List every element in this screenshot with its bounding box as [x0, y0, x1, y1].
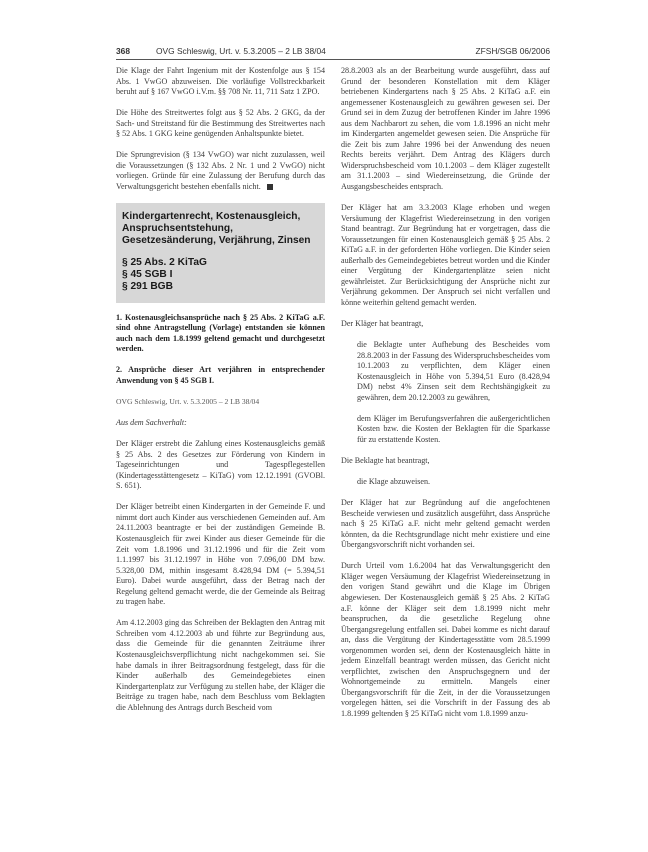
headnote: 2. Ansprüche dieser Art verjähren in entsprechender Anwendung von § 45 SGB I. — [116, 365, 325, 385]
left-column — [116, 66, 325, 724]
paragraph: Am 4.12.2003 ging das Schreiben der Beklagten den Antrag mit Schreiben vom 4.12.2003 ab und führte zur Begründung aus, dass die Gemeinde für die genannten Zeiträume ihrer Kostenausgleichsverpflichtung nicht nachgekommen sei. Sie habe damals in ihrer Beitragsordnung festgelegt, dass für die Kinder außerhalb des Gemeindegebietes einen Kindergartenplatz zur Verfügung zu stellen habe, der Kläger die Beiträge zu tragen habe, nach dem Beschluss vom Beklagten die Ablehnung des Antrags durch Bescheid vom — [116, 618, 325, 712]
end-mark-icon — [267, 184, 273, 190]
paragraph: Der Kläger betreibt einen Kindergarten in der Gemeinde F. und nimmt dort auch Kinder aus verschiedenen Gemeinden auf. Am 24.11.2003 beantragte er bei der zuständigen Gemeinde B. Kostenausgleich für zwei Kinder aus dieser Gemeinde für die Zeit vom 1.8.1996 und 31.12.1996 und für die Zeit vom 1.1.1997 bis 31.12.1997 in Höhe von 7.096,00 DM bzw. 5.328,00 DM, mithin insgesamt 8.428,94 DM (= 5.394,51 Euro). Dabei wurde ausgeführt, dass der Betrag nach der Regelung geltend gemacht werde, die der Gemeinde als Beitrag zu tragen habe. — [116, 502, 325, 607]
header-rule — [116, 59, 550, 60]
page-number: 368 — [116, 46, 130, 56]
norm-reference: § 45 SGB I — [122, 269, 173, 281]
paragraph: Der Kläger hat am 3.3.2003 Klage erhoben und wegen Versäumung der Klagefrist Wiedereinsetzung in den vorigen Stand beantragt. Zur Begründung hat er vorgetragen, dass die Voraussetzungen für einen Kostenausgleich gemäß § 25 Abs. 2 KiTaG a.F. in der geforderten Höhe vorliegen. Die Kinder seien außerhalb des Gemeindegebietes betreut worden und die Kinder einer Vergütung der Kindergartenplätze seien nicht gewährleistet. Zur Berücksichtigung der Ansprüche nicht zur Verjährung gekommen. Der Anspruch sei nicht verfallen und könne weiterhin geltend gemacht werden. — [341, 203, 550, 307]
paragraph: Die Beklagte hat beantragt, — [341, 456, 430, 465]
facts-heading: Aus dem Sachverhalt: — [116, 418, 187, 428]
paragraph: Die Höhe des Streitwertes folgt aus § 52 Abs. 2 GKG, da der Sach- und Streitstand für die Bestimmung des Streitwertes nach § 52 Abs. 1 GKG keine genügenden Anhaltspunkte bietet. — [116, 108, 325, 139]
paragraph-text: Die Sprungrevision (§ 134 VwGO) war nicht zuzulassen, weil die Voraussetzungen (§ 132 Abs. 2 Nr. 1 und 2 VwGO) nicht vorliegen. Gründe für eine Zulassung der Berufung durch das Verwaltungsgericht bestehen ebenfalls nicht. — [116, 150, 325, 191]
paragraph: 28.8.2003 als an der Bearbeitung wurde ausgeführt, dass auf Grund der besonderen Konstellation mit dem Kläger betriebenen Kindergartens nach § 25 Abs. 2 KiTaG a.F. ein angemessener Kostenausgleich zu gewähren gewesen sei. Der Grund sei in dem Zuzug der betroffenen Kinder im Jahre 1996 aus dem Nachbarort zu sehen, die vom 1.8.1996 an nicht mehr im Kindergarten angemeldet gewesen seien. Die Ansprüche für die Zeit bis zum Jahre 1996 bei der Anwendung des neuen Rechts bereits verjährt. Dem Antrag des Klägers durch Widerspruchsbescheid vom 10.1.2003 – dem Kläger zugestellt am 31.1.2003 – sind Wiedereinsetzung, die Gründe der Ausgangsbescheides entsprach. — [341, 66, 550, 192]
paragraph: Der Kläger hat beantragt, — [341, 319, 424, 329]
running-title: OVG Schleswig, Urt. v. 5.3.2005 – 2 LB 38/04 — [156, 46, 326, 56]
motion-text: die Beklagte unter Aufhebung des Bescheides vom 28.8.2003 in der Fassung des Widerspruchsbescheides vom 10.1.2003 zu verpflichten, dem Kläger einen Kostenausgleich in Höhe von 5.394,51 Euro (8.428,94 DM) nebst 4% Zinsen seit dem Rechtshängigkeit zu gewähren, dem 20.12.2003 zu gewähren, — [357, 340, 550, 402]
right-column — [341, 66, 550, 730]
headnote: 1. Kostenausgleichsansprüche nach § 25 Abs. 2 KiTaG a.F. sind ohne Antragstellung (Vorlage) entstanden sie können auch nach dem 1.8.1999 geltend gemacht und durchgesetzt werden. — [116, 312, 325, 354]
page-header — [116, 46, 550, 60]
paragraph: Der Kläger hat zur Begründung auf die angefochtenen Bescheide verwiesen und zusätzlich ausgeführt, dass Ansprüche nach § 25 KiTaG a.F. nicht mehr geltend gemacht werden könnten, da die Rechtsgrundlage nicht mehr existiere und eine Übergangsvorschrift nicht vorhanden sei. — [341, 498, 550, 550]
keyword-box — [116, 203, 325, 303]
norm-reference: § 291 BGB — [122, 280, 173, 292]
paragraph: Der Kläger erstrebt die Zahlung eines Kostenausgleichs gemäß § 25 Abs. 2 des Gesetzes zur Förderung von Kindern in Tageseinrichtungen und Tagespflegestellen (Kindertagesstättengesetz – KiTaG) vom 12.12.1991 (GVOBl. S. 651). — [116, 439, 325, 491]
paragraph: Durch Urteil vom 1.6.2004 hat das Verwaltungsgericht den Kläger wegen Versäumung der Klagefrist Wiedereinsetzung in den vorigen Stand gewährt und die Klage im Übrigen abgewiesen. Der Kostenausgleich gemäß § 25 Abs. 2 KiTaG a.F. könne der Kläger seit dem 1.8.1999 nicht mehr beanspruchen, da die gesetzliche Regelung ohne Übergangsregelung entfallen sei. Dabei komme es nicht darauf an, dass die Vergütung der Kindertagesstätte vom 28.5.1999 vorgenommen worden sei, denn der Kostenausgleich hätte in jedem Einzelfall beantragt werden müssen, das Gericht nicht verpflichtet, zwischen den Anspruchsgegnern und der Wohnortgemeinde zu ermitteln. Mangels einer Übergangsvorschrift für die Zeit, in der die Voraussetzungen vorgelegen hätten, sei die Vorschrift in der Fassung des ab 1.8.1999 geltenden § 25 KiTaG nicht vom 1.8.1999 anzu- — [341, 561, 550, 718]
paragraph: Die Klage der Fahrt Ingenium mit der Kostenfolge aus § 154 Abs. 1 VwGO abzuweisen. Die vorläufige Vollstreckbarkeit beruht auf § 167 VwGO i.V.m. §§ 708 Nr. 11, 711 Satz 1 ZPO. — [116, 66, 325, 97]
journal-issue: ZFSH/SGB 06/2006 — [475, 46, 550, 56]
motion-text: die Klage abzuweisen. — [357, 477, 431, 487]
motion-text: dem Kläger im Berufungsverfahren die außergerichtlichen Kosten bzw. die Kosten der Beklagten für die Sparkasse für zu erstattende Kosten. — [357, 413, 550, 444]
norm-reference: § 25 Abs. 2 KiTaG — [122, 257, 207, 269]
paragraph — [116, 150, 325, 192]
citation: OVG Schleswig, Urt. v. 5.3.2005 – 2 LB 38/04 — [116, 397, 260, 407]
keyword-title: Kindergartenrecht, Kostenausgleich, Anspruchsentstehung, Gesetzesänderung, Verjährung, Zinsen — [122, 210, 311, 246]
